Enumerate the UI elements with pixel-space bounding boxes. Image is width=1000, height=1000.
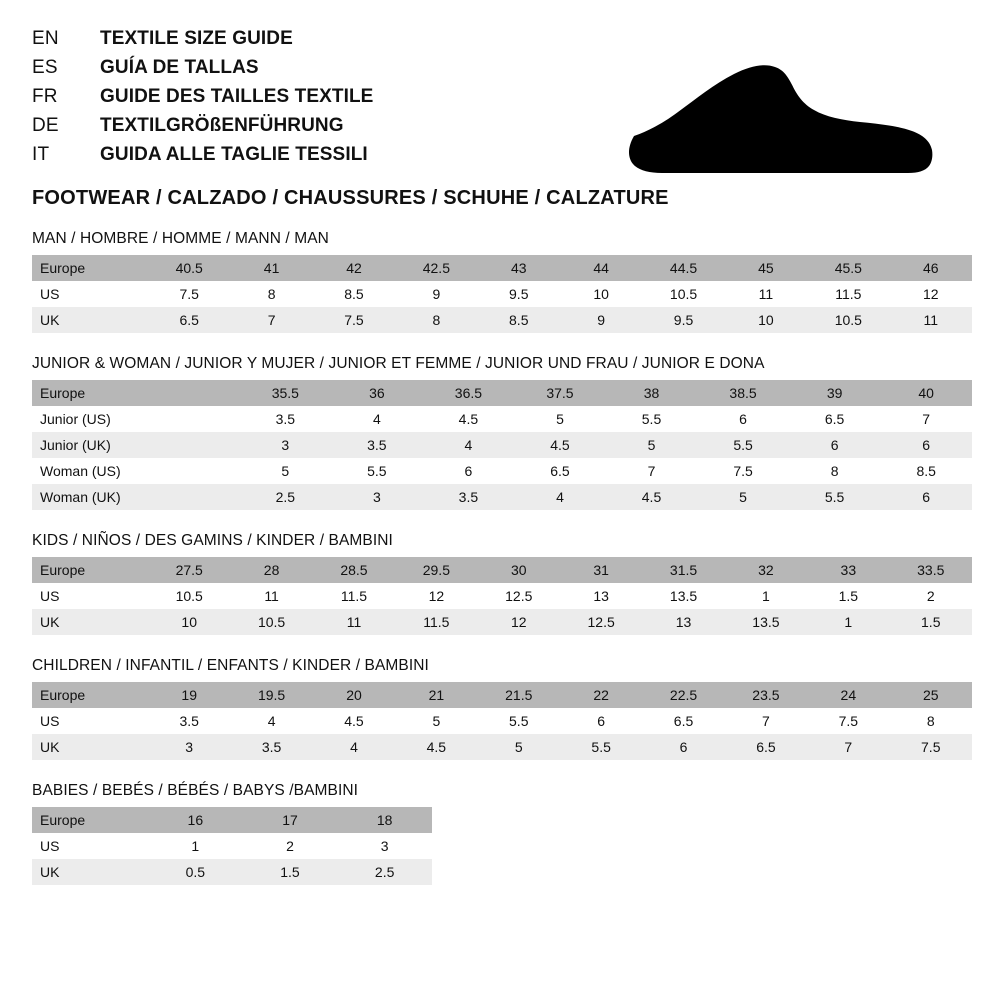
size-cell: 5 [395,708,477,734]
table-row [32,557,972,583]
size-cell: 36 [331,380,423,406]
table-row [32,859,432,885]
row-label: Woman (UK) [32,484,148,510]
language-code: DE [32,115,59,136]
size-cell: 3.5 [230,734,312,760]
size-table [32,557,972,635]
row-label: Junior (UK) [32,432,148,458]
table-row [32,255,972,281]
section-title: JUNIOR & WOMAN / JUNIOR Y MUJER / JUNIOR ET FEMME / JUNIOR UND FRAU / JUNIOR E DONA [32,355,765,372]
size-cell: 29.5 [395,557,477,583]
language-title: GUIDA ALLE TAGLIE TESSILI [100,144,368,165]
size-cell: 10 [560,281,642,307]
size-cell: 5 [240,458,332,484]
size-cell: 10 [148,609,230,635]
size-cell [148,484,240,510]
size-section-junior-woman [32,355,970,510]
size-cell: 8.5 [478,307,560,333]
document-header [32,28,970,208]
size-cell: 5 [514,406,606,432]
section-title: KIDS / NIÑOS / DES GAMINS / KINDER / BAMBINI [32,532,393,549]
size-cell: 35.5 [240,380,332,406]
size-cell: 9 [560,307,642,333]
size-table [32,807,432,885]
size-cell: 7.5 [890,734,972,760]
size-cell: 11 [313,609,395,635]
size-cell: 40.5 [148,255,230,281]
table-row [32,380,972,406]
row-label: Junior (US) [32,406,148,432]
size-cell: 41 [230,255,312,281]
size-cell: 5.5 [331,458,423,484]
size-cell: 6 [697,406,789,432]
size-cell: 10.5 [230,609,312,635]
row-label: Europe [32,255,148,281]
size-cell: 13 [560,583,642,609]
section-title: BABIES / BEBÉS / BÉBÉS / BABYS /BAMBINI [32,782,359,799]
size-cell: 6 [560,708,642,734]
size-cell: 45 [725,255,807,281]
size-cell: 39 [789,380,881,406]
size-cell: 10.5 [642,281,724,307]
size-cell: 4.5 [514,432,606,458]
size-cell: 0.5 [148,859,243,885]
row-label: US [32,833,148,859]
size-cell: 27.5 [148,557,230,583]
size-cell: 11.5 [313,583,395,609]
size-cell: 3.5 [331,432,423,458]
size-cell: 6 [880,432,972,458]
language-row [32,28,970,57]
size-cell: 5 [606,432,698,458]
size-cell: 38.5 [697,380,789,406]
size-cell: 3 [148,734,230,760]
size-cell: 44 [560,255,642,281]
size-cell: 12 [478,609,560,635]
size-cell: 4.5 [395,734,477,760]
size-cell: 19 [148,682,230,708]
row-label: Europe [32,380,148,406]
size-cell: 7 [725,708,807,734]
table-row [32,734,972,760]
size-cell: 1.5 [243,859,338,885]
size-cell: 42.5 [395,255,477,281]
size-cell: 3.5 [240,406,332,432]
size-cell: 22.5 [642,682,724,708]
size-cell: 25 [890,682,972,708]
size-cell: 11 [890,307,972,333]
size-table [32,682,972,760]
table-row [32,682,972,708]
size-cell: 4.5 [423,406,515,432]
size-cell: 5.5 [478,708,560,734]
size-table [32,255,972,333]
size-cell: 8 [395,307,477,333]
language-code: ES [32,57,58,78]
section-title: MAN / HOMBRE / HOMME / MANN / MAN [32,230,329,247]
size-cell: 31.5 [642,557,724,583]
size-cell: 7.5 [313,307,395,333]
size-cell: 28.5 [313,557,395,583]
size-cell: 5.5 [560,734,642,760]
size-cell: 13 [642,609,724,635]
language-title: TEXTILGRÖßENFÜHRUNG [100,115,344,136]
size-cell: 13.5 [725,609,807,635]
table-row [32,807,432,833]
row-label: UK [32,734,148,760]
size-cell: 1 [807,609,889,635]
row-label: Europe [32,807,148,833]
size-cell: 21.5 [478,682,560,708]
size-cell: 2.5 [240,484,332,510]
size-cell: 11 [230,583,312,609]
size-cell: 21 [395,682,477,708]
size-cell: 24 [807,682,889,708]
size-cell: 33 [807,557,889,583]
table-row [32,708,972,734]
table-row [32,484,972,510]
table-row [32,833,432,859]
size-cell: 8.5 [313,281,395,307]
size-cell: 12 [395,583,477,609]
size-cell: 6.5 [514,458,606,484]
category-title: FOOTWEAR / CALZADO / CHAUSSURES / SCHUHE / CALZATURE [32,187,669,209]
size-cell: 9.5 [478,281,560,307]
size-cell: 4 [423,432,515,458]
size-cell: 7.5 [148,281,230,307]
size-cell: 38 [606,380,698,406]
size-cell: 8 [789,458,881,484]
size-cell: 10.5 [807,307,889,333]
size-cell: 10 [725,307,807,333]
size-cell: 6 [789,432,881,458]
size-cell: 11.5 [807,281,889,307]
size-cell: 12 [890,281,972,307]
row-label: UK [32,859,148,885]
size-cell: 42 [313,255,395,281]
row-label: UK [32,307,148,333]
size-cell: 6.5 [148,307,230,333]
size-cell: 19.5 [230,682,312,708]
size-cell: 12.5 [478,583,560,609]
size-cell: 4 [514,484,606,510]
table-row [32,281,972,307]
size-cell: 7 [606,458,698,484]
size-cell: 43 [478,255,560,281]
size-cell: 5 [478,734,560,760]
size-table [32,380,972,510]
row-label: Woman (US) [32,458,148,484]
size-cell: 6.5 [725,734,807,760]
row-label: UK [32,609,148,635]
size-cell: 6.5 [789,406,881,432]
dress-shoe-icon [622,58,942,183]
size-cell: 17 [243,807,338,833]
size-cell: 40 [880,380,972,406]
size-cell [148,458,240,484]
row-label: Europe [32,682,148,708]
size-cell: 36.5 [423,380,515,406]
size-cell: 33.5 [890,557,972,583]
size-cell: 6 [423,458,515,484]
size-cell: 5.5 [697,432,789,458]
size-cell: 3.5 [148,708,230,734]
size-cell: 8 [230,281,312,307]
language-title: GUÍA DE TALLAS [100,57,259,78]
size-cell: 4 [331,406,423,432]
size-cell: 7 [880,406,972,432]
size-cell: 16 [148,807,243,833]
size-cell: 5 [697,484,789,510]
size-cell: 5.5 [606,406,698,432]
size-cell: 30 [478,557,560,583]
size-tables-container [32,230,970,885]
size-cell: 1.5 [807,583,889,609]
size-cell: 2.5 [337,859,432,885]
size-section-babies [32,782,970,885]
size-cell: 11 [725,281,807,307]
size-cell: 5.5 [789,484,881,510]
table-row [32,609,972,635]
size-cell: 7 [230,307,312,333]
size-cell: 4.5 [606,484,698,510]
size-cell: 7 [807,734,889,760]
size-cell: 6.5 [642,708,724,734]
size-section-children [32,657,970,760]
table-row [32,406,972,432]
size-cell: 10.5 [148,583,230,609]
size-cell: 13.5 [642,583,724,609]
language-title: TEXTILE SIZE GUIDE [100,28,293,49]
size-cell: 32 [725,557,807,583]
size-cell: 8 [890,708,972,734]
size-cell: 4 [313,734,395,760]
language-title: GUIDE DES TAILLES TEXTILE [100,86,374,107]
language-code: IT [32,144,50,165]
size-cell: 31 [560,557,642,583]
size-cell: 11.5 [395,609,477,635]
size-cell: 45.5 [807,255,889,281]
size-cell [148,406,240,432]
size-cell: 2 [243,833,338,859]
size-cell: 3.5 [423,484,515,510]
row-label: Europe [32,557,148,583]
size-cell: 46 [890,255,972,281]
size-cell: 2 [890,583,972,609]
size-cell: 23.5 [725,682,807,708]
size-cell [148,380,240,406]
row-label: US [32,281,148,307]
size-cell: 22 [560,682,642,708]
size-cell: 28 [230,557,312,583]
size-cell: 9 [395,281,477,307]
size-cell: 3 [331,484,423,510]
size-cell: 4.5 [313,708,395,734]
table-row [32,458,972,484]
language-code: FR [32,86,58,107]
size-cell: 1.5 [890,609,972,635]
table-row [32,307,972,333]
size-cell: 3 [337,833,432,859]
row-label: US [32,583,148,609]
size-section-man [32,230,970,333]
size-cell: 12.5 [560,609,642,635]
size-cell: 1 [148,833,243,859]
size-cell: 20 [313,682,395,708]
size-cell: 1 [725,583,807,609]
size-cell: 6 [642,734,724,760]
table-row [32,432,972,458]
size-cell: 18 [337,807,432,833]
language-code: EN [32,28,59,49]
size-cell: 7.5 [807,708,889,734]
size-cell: 3 [240,432,332,458]
size-cell: 44.5 [642,255,724,281]
size-cell: 7.5 [697,458,789,484]
table-row [32,583,972,609]
size-section-kids [32,532,970,635]
size-cell: 8.5 [880,458,972,484]
section-title: CHILDREN / INFANTIL / ENFANTS / KINDER / BAMBINI [32,657,429,674]
size-cell: 9.5 [642,307,724,333]
size-cell: 4 [230,708,312,734]
row-label: US [32,708,148,734]
size-cell [148,432,240,458]
size-cell: 37.5 [514,380,606,406]
size-cell: 6 [880,484,972,510]
